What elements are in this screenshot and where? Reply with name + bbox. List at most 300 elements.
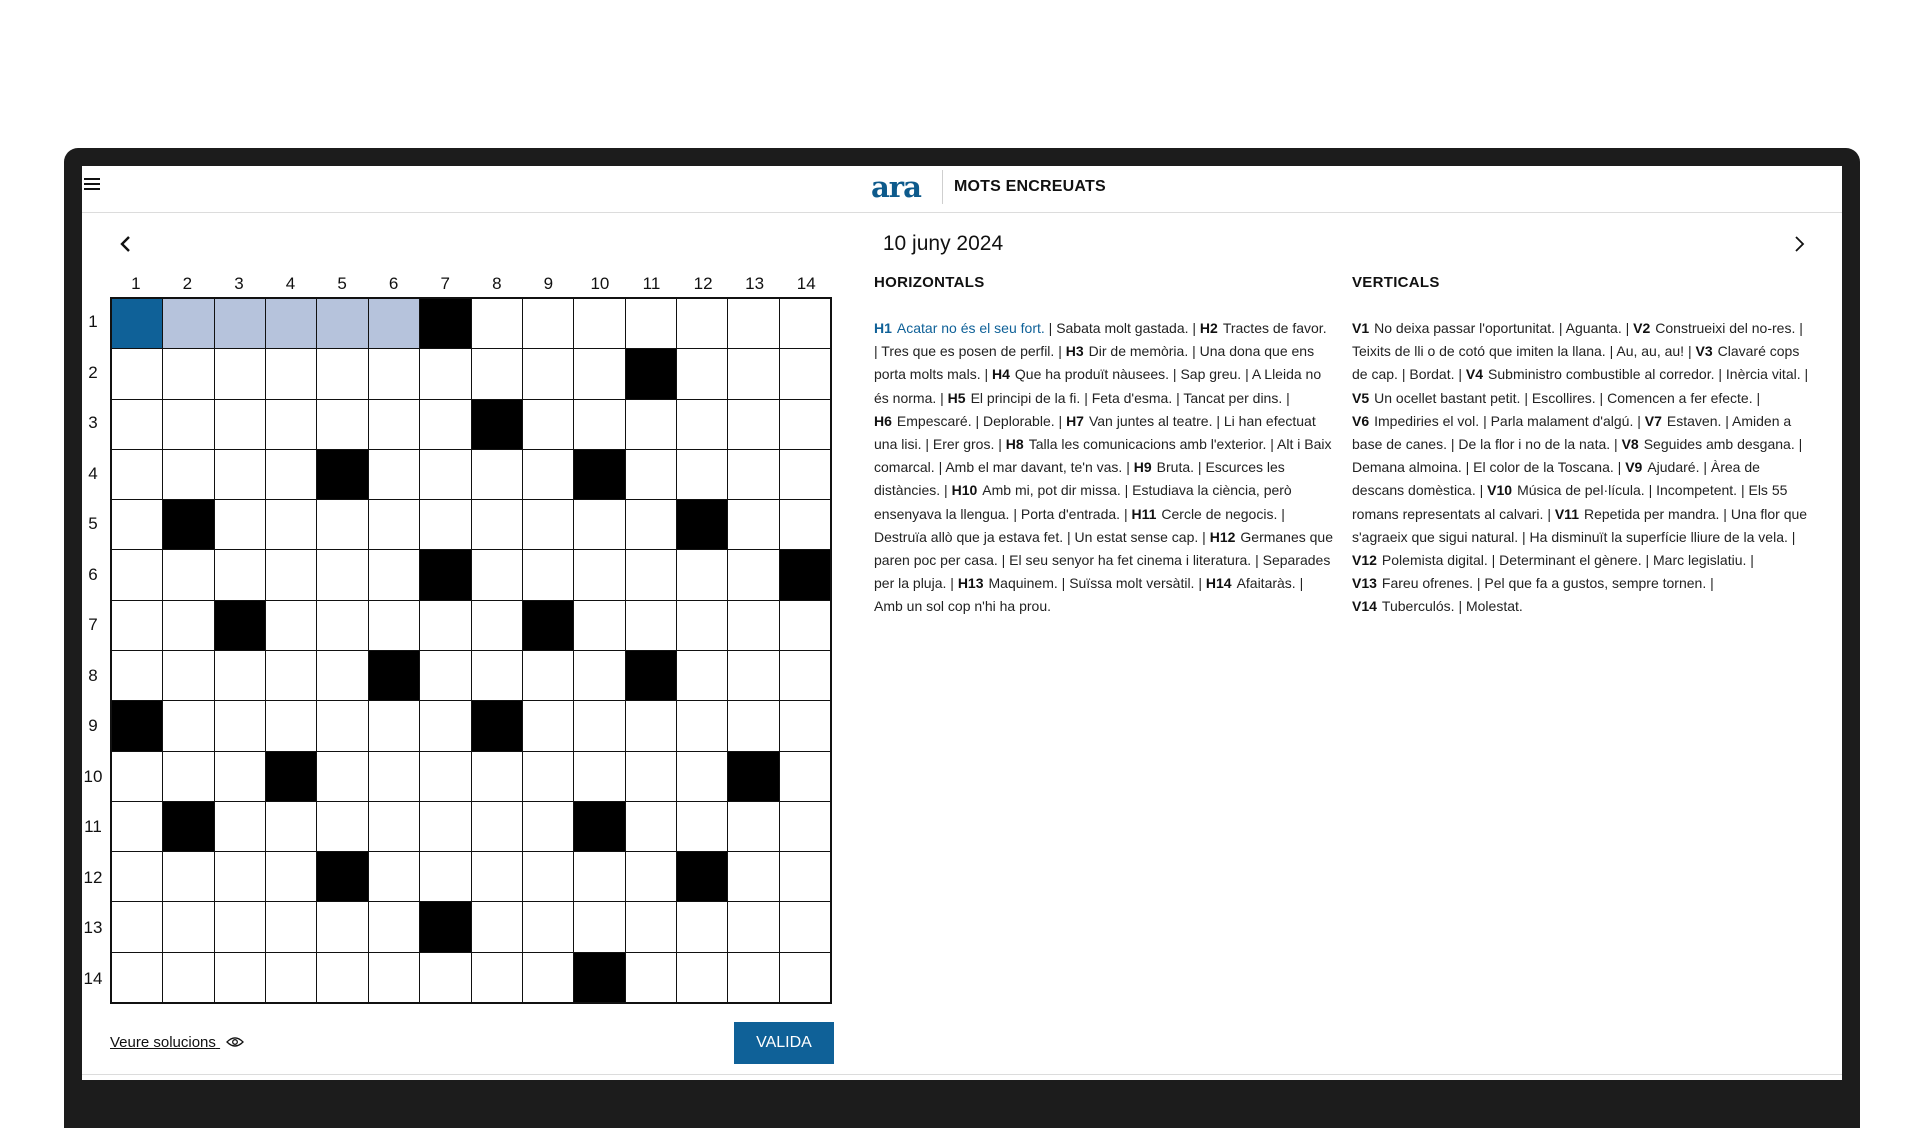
column-number: 8	[492, 274, 502, 293]
clue-text: Pel que fa a gustos, sempre tornen.	[1484, 575, 1707, 592]
grid-cell[interactable]	[369, 852, 419, 901]
clue-separator: |	[1465, 459, 1470, 476]
clue[interactable]	[1473, 459, 1614, 475]
clue[interactable]	[1633, 320, 1795, 336]
clue[interactable]	[1352, 320, 1555, 336]
grid-cell[interactable]	[112, 500, 162, 549]
clue-separator: |	[1001, 552, 1006, 569]
grid-cell[interactable]	[728, 802, 778, 851]
clue[interactable]	[874, 413, 972, 429]
grid-cell[interactable]	[317, 550, 367, 599]
grid-cell[interactable]	[266, 953, 316, 1002]
grid-cell[interactable]	[523, 550, 573, 599]
grid-cell[interactable]	[266, 852, 316, 901]
grid-cell[interactable]	[369, 450, 419, 499]
grid-cell[interactable]	[728, 852, 778, 901]
grid-cell[interactable]	[163, 400, 213, 449]
grid-cell[interactable]	[317, 802, 367, 851]
grid-cell[interactable]	[215, 349, 265, 398]
clue[interactable]	[1616, 343, 1684, 359]
grid-cell[interactable]	[369, 752, 419, 801]
clue[interactable]	[1625, 459, 1699, 475]
grid-cell[interactable]	[317, 349, 367, 398]
grid-cell[interactable]	[523, 852, 573, 901]
clue[interactable]	[1056, 320, 1188, 336]
grid-cell[interactable]	[626, 550, 676, 599]
clue[interactable]	[1352, 575, 1473, 591]
row-number: 7	[88, 615, 98, 635]
grid-cell[interactable]	[266, 601, 316, 650]
clue[interactable]	[1066, 343, 1189, 359]
grid-cell[interactable]	[780, 651, 830, 700]
grid-cell[interactable]	[369, 953, 419, 1002]
grid-cell[interactable]	[420, 701, 470, 750]
black-cell	[369, 651, 419, 700]
grid-cell[interactable]	[780, 802, 830, 851]
grid-cell[interactable]	[728, 299, 778, 348]
grid-cell[interactable]	[574, 852, 624, 901]
grid-cell[interactable]	[626, 299, 676, 348]
row-number: 12	[83, 867, 103, 887]
grid-cell[interactable]	[523, 953, 573, 1002]
clue-text: El seu senyor ha fet cinema i literatura.	[1009, 552, 1252, 569]
grid-cell[interactable]	[574, 550, 624, 599]
grid-cell[interactable]	[677, 349, 727, 398]
clue[interactable]	[1458, 436, 1610, 452]
grid-cell[interactable]	[266, 550, 316, 599]
row-number: 10	[83, 766, 103, 786]
grid-cell[interactable]	[266, 450, 316, 499]
grid-cell[interactable]	[523, 299, 573, 348]
grid-cell[interactable]	[215, 651, 265, 700]
grid-cell[interactable]	[677, 701, 727, 750]
grid-cell[interactable]	[626, 450, 676, 499]
grid-cell[interactable]	[728, 550, 778, 599]
clue[interactable]	[1200, 320, 1327, 336]
grid-cell[interactable]	[574, 752, 624, 801]
grid-cell[interactable]	[780, 450, 830, 499]
highlighted-cell[interactable]	[369, 299, 419, 348]
grid-cell[interactable]	[472, 852, 522, 901]
grid-cell[interactable]	[677, 752, 727, 801]
grid-cell[interactable]	[266, 651, 316, 700]
clue-text: Estudiava la ciència, però ensenyava la llengua.	[874, 482, 1292, 522]
clue[interactable]	[948, 390, 1081, 406]
grid-cell[interactable]	[523, 450, 573, 499]
grid-cell[interactable]	[266, 902, 316, 951]
clue[interactable]	[1653, 552, 1746, 568]
grid-cell[interactable]	[215, 953, 265, 1002]
clue-text: Els 55 romans representats al calvari.	[1352, 482, 1788, 522]
grid-cell[interactable]	[574, 651, 624, 700]
grid-cell[interactable]	[215, 852, 265, 901]
grid-cell[interactable]	[574, 400, 624, 449]
grid-cell[interactable]	[472, 651, 522, 700]
ara-logo[interactable]: ara	[871, 170, 921, 204]
highlighted-cell[interactable]	[215, 299, 265, 348]
grid-cell[interactable]	[163, 651, 213, 700]
grid-cell[interactable]	[215, 701, 265, 750]
grid-cell[interactable]	[163, 550, 213, 599]
row-number: 1	[88, 312, 98, 332]
clue[interactable]	[1466, 366, 1715, 382]
grid-cell[interactable]	[420, 752, 470, 801]
grid-cell[interactable]	[420, 349, 470, 398]
grid-cell[interactable]	[163, 450, 213, 499]
clue[interactable]	[1484, 575, 1706, 591]
highlighted-cell[interactable]	[266, 299, 316, 348]
clue[interactable]	[1006, 436, 1267, 452]
validate-button[interactable]: VALIDA	[734, 1022, 834, 1064]
grid-cell[interactable]	[780, 953, 830, 1002]
clue[interactable]	[1009, 552, 1251, 568]
clue[interactable]	[952, 482, 1121, 498]
grid-cell[interactable]	[112, 902, 162, 951]
clue[interactable]	[1075, 529, 1199, 545]
grid-cell[interactable]	[728, 450, 778, 499]
grid-cell[interactable]	[215, 550, 265, 599]
grid-cell[interactable]	[317, 902, 367, 951]
grid-cell[interactable]	[266, 701, 316, 750]
clue[interactable]	[874, 529, 1063, 545]
grid-cell[interactable]	[523, 500, 573, 549]
clue[interactable]	[1555, 506, 1720, 522]
grid-cell[interactable]	[317, 651, 367, 700]
clue-separator: |	[1123, 505, 1128, 522]
grid-cell[interactable]	[215, 500, 265, 549]
grid-cell[interactable]	[369, 701, 419, 750]
grid-cell[interactable]	[574, 500, 624, 549]
grid-cell[interactable]	[677, 651, 727, 700]
grid-cell[interactable]	[728, 701, 778, 750]
clue-number: H12	[1209, 528, 1236, 545]
grid-cell[interactable]	[472, 450, 522, 499]
grid-cell[interactable]	[369, 550, 419, 599]
grid-cell[interactable]	[780, 601, 830, 650]
clue-separator: |	[1524, 389, 1528, 406]
grid-cell[interactable]	[420, 400, 470, 449]
grid-cell[interactable]	[112, 802, 162, 851]
grid-cell[interactable]	[317, 601, 367, 650]
grid-cell[interactable]	[112, 550, 162, 599]
clue[interactable]	[1530, 529, 1788, 545]
grid-cell[interactable]	[163, 701, 213, 750]
grid-cell[interactable]	[472, 953, 522, 1002]
clue-number: V13	[1352, 575, 1377, 592]
grid-cell[interactable]	[574, 601, 624, 650]
clue-separator: |	[1124, 482, 1129, 499]
clue[interactable]	[1180, 366, 1241, 382]
clue-text: Escollires.	[1531, 389, 1596, 406]
grid-cell[interactable]	[163, 349, 213, 398]
grid-cell[interactable]	[626, 953, 676, 1002]
grid-cell[interactable]	[780, 299, 830, 348]
clue[interactable]	[1206, 575, 1296, 591]
grid-cell[interactable]	[163, 953, 213, 1002]
column-number: 1	[131, 274, 141, 293]
grid-cell[interactable]	[420, 500, 470, 549]
grid-cell[interactable]	[626, 500, 676, 549]
clue[interactable]	[1566, 320, 1622, 336]
grid-cell[interactable]	[163, 601, 213, 650]
grid-cell[interactable]	[215, 400, 265, 449]
black-cell	[574, 953, 624, 1002]
grid-cell[interactable]	[780, 852, 830, 901]
top-bar	[82, 166, 1842, 213]
clue[interactable]	[1499, 552, 1641, 568]
clue-separator: |	[1245, 366, 1249, 383]
horizontals-title: HORIZONTALS	[874, 274, 985, 291]
grid-cell[interactable]	[780, 701, 830, 750]
clue[interactable]	[1532, 390, 1596, 406]
clue-separator: |	[1718, 366, 1723, 383]
clue[interactable]	[1466, 598, 1523, 614]
clue[interactable]	[1487, 482, 1645, 498]
clue-text: Van juntes al teatre.	[1088, 412, 1213, 429]
clue[interactable]	[1607, 390, 1753, 406]
grid-cell[interactable]	[163, 852, 213, 901]
clue-separator: |	[1299, 575, 1304, 592]
grid-cell[interactable]	[780, 752, 830, 801]
grid-cell[interactable]	[369, 802, 419, 851]
grid-cell[interactable]	[574, 701, 624, 750]
grid-cell[interactable]	[112, 601, 162, 650]
grid-cell[interactable]	[112, 400, 162, 449]
grid-cell[interactable]	[626, 752, 676, 801]
grid-cell[interactable]	[163, 902, 213, 951]
grid-cell[interactable]	[626, 601, 676, 650]
grid-cell[interactable]	[266, 802, 316, 851]
clue[interactable]	[1622, 436, 1795, 452]
grid-cell[interactable]	[215, 802, 265, 851]
horizontals-panel	[874, 274, 1334, 619]
grid-cell[interactable]	[780, 349, 830, 398]
clue-number: V6	[1352, 412, 1370, 429]
grid-cell[interactable]	[369, 349, 419, 398]
grid-cell[interactable]	[626, 701, 676, 750]
grid-cell[interactable]	[112, 349, 162, 398]
clue[interactable]	[1352, 343, 1606, 359]
clue[interactable]	[1352, 413, 1479, 429]
grid-cell[interactable]	[215, 450, 265, 499]
grid-cell[interactable]	[215, 902, 265, 951]
clue[interactable]	[1092, 390, 1173, 406]
grid-cell[interactable]	[523, 651, 573, 700]
grid-cell[interactable]	[677, 550, 727, 599]
clue-separator: |	[1401, 366, 1406, 383]
grid-cell[interactable]	[728, 651, 778, 700]
clue-separator: |	[1198, 575, 1202, 592]
grid-cell[interactable]	[472, 550, 522, 599]
grid-cell[interactable]	[677, 953, 727, 1002]
clue-text: Acatar no és el seu fort.	[896, 320, 1045, 336]
clue-separator: |	[1687, 343, 1692, 360]
clue[interactable]	[1069, 575, 1194, 591]
grid-cell[interactable]	[317, 953, 367, 1002]
grid-cell[interactable]	[369, 902, 419, 951]
grid-cell[interactable]	[523, 349, 573, 398]
grid-cell[interactable]	[112, 852, 162, 901]
clue[interactable]	[1352, 598, 1455, 614]
column-number: 13	[745, 274, 765, 293]
grid-cell[interactable]	[780, 400, 830, 449]
black-cell	[523, 601, 573, 650]
clue[interactable]	[1656, 482, 1737, 498]
clue[interactable]	[1134, 459, 1194, 475]
grid-cell[interactable]	[215, 752, 265, 801]
grid-cell[interactable]	[523, 902, 573, 951]
clue[interactable]	[1131, 506, 1277, 522]
clue-text: Tres que es posen de perfil.	[881, 343, 1055, 360]
see-solutions-link[interactable]: Veure solucions	[110, 1034, 244, 1051]
hamburger-icon[interactable]	[84, 178, 100, 192]
column-number: 3	[234, 274, 244, 293]
clue-separator: |	[1617, 459, 1622, 476]
clue[interactable]	[958, 575, 1058, 591]
grid-cell[interactable]	[523, 802, 573, 851]
grid-cell[interactable]	[112, 752, 162, 801]
grid-cell[interactable]	[728, 953, 778, 1002]
black-cell	[420, 902, 470, 951]
grid-cell[interactable]	[780, 902, 830, 951]
clue-separator: |	[1799, 320, 1803, 336]
grid-cell[interactable]	[420, 450, 470, 499]
black-cell	[317, 450, 367, 499]
clue[interactable]	[874, 320, 1045, 336]
clue[interactable]	[1645, 413, 1722, 429]
clue-separator: |	[874, 343, 878, 360]
grid-cell[interactable]	[420, 953, 470, 1002]
prev-day-button[interactable]	[114, 232, 138, 256]
clue[interactable]	[1352, 552, 1488, 568]
clue[interactable]	[881, 343, 1054, 359]
active-cell[interactable]	[112, 299, 162, 348]
clue-number: V2	[1633, 320, 1651, 336]
column-number: 12	[693, 274, 713, 293]
clue[interactable]	[874, 598, 1051, 614]
row-number: 4	[88, 463, 98, 483]
clue[interactable]	[933, 436, 994, 452]
grid-cell[interactable]	[369, 400, 419, 449]
grid-cell[interactable]	[369, 500, 419, 549]
clue-number: H11	[1131, 505, 1157, 522]
grid-cell[interactable]	[163, 752, 213, 801]
clue-separator: |	[1067, 528, 1071, 545]
clue-text: Bruta.	[1156, 459, 1195, 476]
grid-cell[interactable]	[472, 349, 522, 398]
grid-cell[interactable]	[472, 902, 522, 951]
clue-text: Erer gros.	[932, 436, 995, 453]
clue[interactable]	[1352, 459, 1462, 475]
clue-text: Germanes que paren poc per casa.	[874, 528, 1333, 569]
highlighted-cell[interactable]	[317, 299, 367, 348]
clue-number: H3	[1065, 343, 1084, 360]
grid-cell[interactable]	[523, 701, 573, 750]
grid-cell[interactable]	[728, 400, 778, 449]
grid-cell[interactable]	[472, 752, 522, 801]
clue-separator: |	[1013, 505, 1017, 522]
grid-cell[interactable]	[626, 400, 676, 449]
verticals-title: VERTICALS	[1352, 274, 1440, 291]
clue[interactable]	[992, 366, 1169, 382]
section-title: MOTS ENCREUATS	[954, 178, 1106, 195]
black-cell	[112, 701, 162, 750]
clue-number: H6	[874, 412, 892, 429]
grid-cell[interactable]	[420, 601, 470, 650]
grid-cell[interactable]	[626, 902, 676, 951]
clue[interactable]	[983, 413, 1055, 429]
clue-text: Ha disminuït la superfície lliure de la vela.	[1529, 528, 1788, 545]
grid-cell[interactable]	[420, 802, 470, 851]
clue[interactable]	[1066, 413, 1212, 429]
grid-cell[interactable]	[574, 299, 624, 348]
clue[interactable]	[945, 459, 1122, 475]
grid-cell[interactable]	[266, 500, 316, 549]
clue[interactable]	[1409, 366, 1454, 382]
grid-cell[interactable]	[728, 601, 778, 650]
grid-cell[interactable]	[523, 752, 573, 801]
clue[interactable]	[1491, 413, 1634, 429]
grid-cell[interactable]	[317, 400, 367, 449]
grid-cell[interactable]	[728, 500, 778, 549]
grid-cell[interactable]	[677, 902, 727, 951]
clue-text: Amb el mar davant, te'n vas.	[945, 459, 1123, 476]
clue[interactable]	[1352, 390, 1520, 406]
grid-cell[interactable]	[780, 500, 830, 549]
grid-cell[interactable]	[112, 953, 162, 1002]
grid-cell[interactable]	[112, 450, 162, 499]
grid-cell[interactable]	[472, 601, 522, 650]
grid-cell[interactable]	[728, 349, 778, 398]
clue-text: Alt i Baix comarcal.	[874, 436, 1332, 476]
grid-cell[interactable]	[317, 701, 367, 750]
highlighted-cell[interactable]	[163, 299, 213, 348]
clue-number: H14	[1205, 575, 1232, 592]
grid-cell[interactable]	[677, 299, 727, 348]
grid-cell[interactable]	[317, 752, 367, 801]
grid-cell[interactable]	[369, 601, 419, 650]
grid-cell[interactable]	[626, 802, 676, 851]
clue-text: Polemista digital.	[1381, 552, 1488, 569]
grid-cell[interactable]	[112, 651, 162, 700]
clue[interactable]	[1183, 390, 1282, 406]
grid-cell[interactable]	[574, 902, 624, 951]
grid-cell[interactable]	[574, 349, 624, 398]
grid-cell[interactable]	[420, 651, 470, 700]
clue[interactable]	[1021, 506, 1120, 522]
clue-text: Repetida per mandra.	[1583, 505, 1720, 522]
clue[interactable]	[1726, 366, 1801, 382]
clue-text: Inèrcia vital.	[1725, 366, 1801, 383]
grid-cell[interactable]	[677, 802, 727, 851]
grid-cell[interactable]	[728, 902, 778, 951]
grid-cell[interactable]	[677, 601, 727, 650]
next-day-button[interactable]	[1787, 232, 1811, 256]
app-screen	[82, 166, 1842, 1080]
grid-cell[interactable]	[472, 500, 522, 549]
grid-cell[interactable]	[472, 299, 522, 348]
grid-cell[interactable]	[472, 802, 522, 851]
grid-cell[interactable]	[523, 400, 573, 449]
grid-cell[interactable]	[677, 450, 727, 499]
grid-cell[interactable]	[677, 400, 727, 449]
grid-cell[interactable]	[266, 349, 316, 398]
grid-cell[interactable]	[626, 852, 676, 901]
grid-cell[interactable]	[420, 852, 470, 901]
column-number: 11	[642, 274, 661, 293]
grid-cell[interactable]	[266, 400, 316, 449]
grid-cell[interactable]	[317, 500, 367, 549]
